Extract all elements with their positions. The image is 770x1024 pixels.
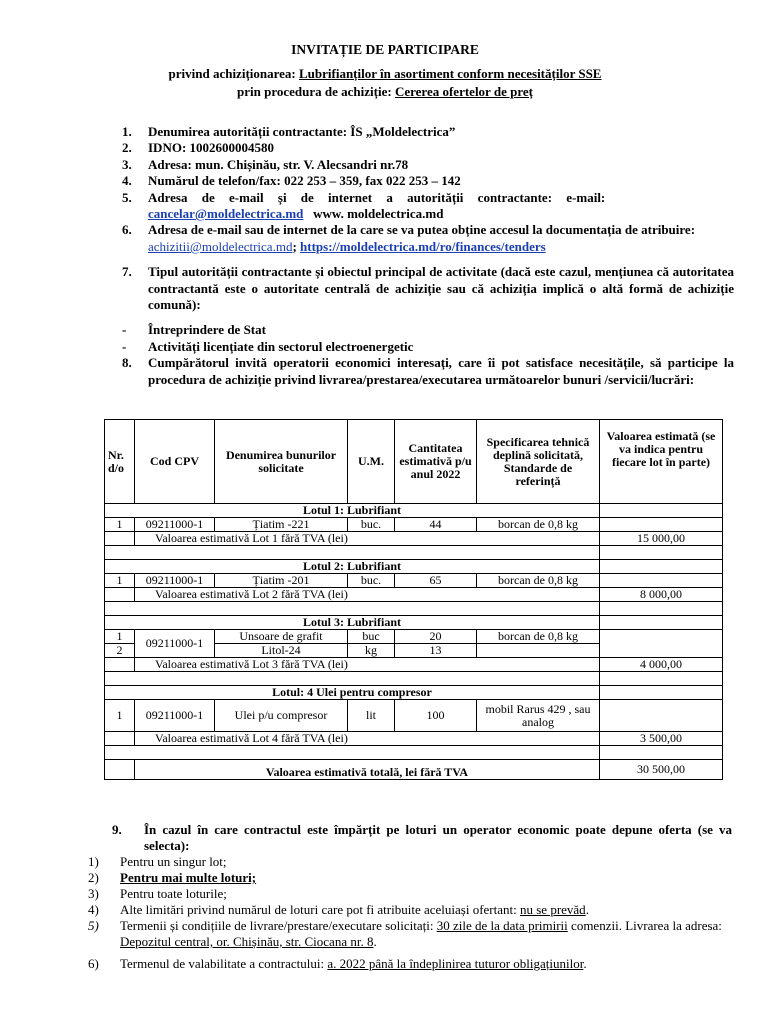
lot-total-row xyxy=(105,658,723,672)
cell-nr: 1 xyxy=(105,630,135,644)
table-row xyxy=(105,574,723,588)
cell-qty: 44 xyxy=(395,518,477,532)
lot-total-row xyxy=(105,732,723,746)
lot-total-row xyxy=(105,588,723,602)
item-text: Adresa de e-mail și de internet a autorității contractante: e-mail: xyxy=(148,189,606,205)
item-number: 8. xyxy=(122,355,132,371)
spacer-row xyxy=(105,546,723,560)
cell-cpv: 09211000-1 xyxy=(135,700,215,732)
cell-name: Țiatim -221 xyxy=(215,518,348,532)
period: . xyxy=(585,902,589,917)
option-all-lots xyxy=(88,886,732,902)
lot-total-value: 4 000,00 xyxy=(600,658,723,672)
info-item-4 xyxy=(112,173,734,189)
lot-total-label: Valoarea estimativă Lot 2 fără TVA (lei) xyxy=(135,588,600,602)
lot-total-value: 15 000,00 xyxy=(600,532,723,546)
lots-table xyxy=(104,419,723,780)
header-um: U.M. xyxy=(348,420,395,504)
cell-nr: 1 xyxy=(105,574,135,588)
lot-total-row xyxy=(105,532,723,546)
cell-cpv: 09211000-1 xyxy=(135,630,215,658)
lots-submission-section xyxy=(88,822,732,972)
grand-total-value: 30 500,00 xyxy=(600,760,723,780)
activity-item-2 xyxy=(112,339,734,355)
cell-name: Litol-24 xyxy=(215,644,348,658)
cell-qty: 20 xyxy=(395,630,477,644)
cell-spec: mobil Rarus 429 , sau analog xyxy=(477,700,600,732)
item-text: IDNO: 1002600004580 xyxy=(148,140,275,156)
cell-cpv: 09211000-1 xyxy=(135,518,215,532)
lot-title-row xyxy=(105,504,723,518)
lot-total-value: 8 000,00 xyxy=(600,588,723,602)
activity-item-1 xyxy=(112,322,734,338)
info-item-1 xyxy=(112,124,734,140)
cell-name: Unsoare de grafit xyxy=(215,630,348,644)
cell-um: lit xyxy=(348,700,395,732)
item-number: 7. xyxy=(122,264,132,280)
lot-total-label: Valoarea estimativă Lot 3 fără TVA (lei) xyxy=(135,658,600,672)
cell-um: kg xyxy=(348,644,395,658)
info-item-5 xyxy=(112,190,734,223)
cell-um: buc xyxy=(348,630,395,644)
grand-total-label: Valoarea estimativă totală, lei fără TVA xyxy=(135,760,600,780)
subtitle-procedure-prefix: prin procedura de achiziție: xyxy=(237,84,395,99)
cell-name: Țiatim -201 xyxy=(215,574,348,588)
cell-nr: 1 xyxy=(105,518,135,532)
option-number: 4) xyxy=(88,902,99,917)
item-number: 5. xyxy=(122,189,132,205)
document-title: INVITAȚIE DE PARTICIPARE xyxy=(291,42,479,57)
option-text: Pentru toate loturile; xyxy=(120,886,227,901)
item-number: 9. xyxy=(112,822,122,837)
cell-qty: 65 xyxy=(395,574,477,588)
cell-spec: borcan de 0,8 kg xyxy=(477,630,600,644)
docs-email-link[interactable]: achizitii@moldelectrica.md xyxy=(148,238,293,254)
option-text: Termenul de valabilitate a contractului: xyxy=(120,956,328,971)
table-header-row xyxy=(105,420,723,504)
item-number: 1. xyxy=(122,124,132,139)
dash-mark: - xyxy=(122,322,127,338)
item-text: Tipul autorității contractante și obiectul principal de activitate (dacă este cazul, mențiunea că autoritatea contractantă este o autoritate centrală de achiziție sau că achiziția implică o altă formă de achiziție comună): xyxy=(148,264,734,313)
option-single-lot xyxy=(88,854,732,870)
cell-spec: borcan de 0,8 kg xyxy=(477,518,600,532)
item-text: Cumpărătorul invită operatorii economici interesați, care îi pot satisface necesitățile, să participe la procedura de achiziție privind livrarea/prestarea/executarea următoarelor bunuri /servicii/lucrări: xyxy=(148,355,734,387)
email-link[interactable]: cancelar@moldelectrica.md xyxy=(148,206,304,222)
item-text: Activități licențiate din sectorul electroenergetic xyxy=(148,338,414,354)
procurement-object: Lubrifianților în asortiment conform necesităților SSE xyxy=(299,66,602,81)
spacer-row xyxy=(105,746,723,760)
info-item-9 xyxy=(112,822,732,854)
item-text: Denumirea autorității contractante: ÎS „Moldelectrica” xyxy=(148,124,456,139)
cell-nr: 2 xyxy=(105,644,135,658)
cell-name: Ulei p/u compresor xyxy=(215,700,348,732)
cell-qty: 13 xyxy=(395,644,477,658)
table-row xyxy=(105,518,723,532)
website-text: www. moldelectrica.md xyxy=(313,206,444,222)
item-text: În cazul în care contractul este împărțit pe loturi un operator economic poate depune oferta (se va selecta): xyxy=(144,822,732,853)
procurement-procedure: Cererea ofertelor de preț xyxy=(394,84,533,99)
option-text: Alte limitări privind numărul de loturi care pot fi atribuite aceluiași ofertant: xyxy=(120,902,520,917)
header-name: Denumirea bunurilor solicitate xyxy=(215,420,348,504)
table-row xyxy=(105,630,723,644)
item-number: 6. xyxy=(122,222,132,238)
delivery-term-value: 30 zile de la data primirii xyxy=(436,918,568,933)
lot-title-row xyxy=(105,686,723,700)
option-number: 6) xyxy=(88,956,99,971)
lot-title-row xyxy=(105,616,723,630)
validity-value: a. 2022 până la îndeplinirea tuturor obligațiunilor xyxy=(327,956,584,971)
option-text: Pentru un singur lot; xyxy=(120,854,227,869)
lot-4-title: Lotul: 4 Ulei pentru compresor xyxy=(105,686,600,700)
delivery-address: Depozitul central, or. Chișinău, str. Ciocana nr. 8 xyxy=(120,934,374,949)
grand-total-row xyxy=(105,760,723,780)
cell-um: buc. xyxy=(348,574,395,588)
option-text: Termenii și condițiile de livrare/prestare/executare solicitați: xyxy=(120,918,437,933)
item-number: 4. xyxy=(122,173,132,189)
cell-qty: 100 xyxy=(395,700,477,732)
cell-um: buc. xyxy=(348,518,395,532)
separator: ; xyxy=(292,238,297,254)
lot-total-label: Valoarea estimativă Lot 4 fără TVA (lei) xyxy=(135,732,600,746)
item-text: Adresa de e-mail sau de internet de la care se va putea obține accesul la documentația de atribuire: xyxy=(148,222,696,238)
cell-cpv: 09211000-1 xyxy=(135,574,215,588)
table-row xyxy=(105,700,723,732)
subtitle-object xyxy=(0,66,770,82)
period: . xyxy=(373,934,377,949)
option-number: 3) xyxy=(88,886,99,901)
info-item-6 xyxy=(112,222,734,255)
header-nr: Nr. d/o xyxy=(105,420,135,504)
lot-1-title: Lotul 1: Lubrifiant xyxy=(105,504,600,518)
option-text: comenzii. Livrarea la adresa: xyxy=(567,918,722,933)
option-delivery-terms xyxy=(88,918,732,950)
info-item-3 xyxy=(112,157,734,173)
lot-3-title: Lotul 3: Lubrifiant xyxy=(105,616,600,630)
option-other-limits xyxy=(88,902,732,918)
option-text-selected: Pentru mai multe loturi; xyxy=(120,870,257,885)
lot-2-title: Lotul 2: Lubrifiant xyxy=(105,560,600,574)
item-text: Întreprindere de Stat xyxy=(148,322,266,338)
info-item-2 xyxy=(112,140,734,156)
option-value: nu se prevăd xyxy=(519,902,586,917)
tenders-url-link[interactable]: https://moldelectrica.md/ro/finances/tenders xyxy=(300,238,546,254)
header-cpv: Cod CPV xyxy=(135,420,215,504)
item-number: 2. xyxy=(122,140,132,156)
item-number: 3. xyxy=(122,156,132,172)
header-value: Valoarea estimată (se va indica pentru fiecare lot în parte) xyxy=(600,420,723,504)
period: . xyxy=(583,956,587,971)
option-multiple-lots xyxy=(88,870,732,886)
header-spec: Specificarea tehnică deplină solicitată, Standarde de referință xyxy=(477,420,600,504)
header-qty: Cantitatea estimativă p/u anul 2022 xyxy=(395,420,477,504)
option-number: 2) xyxy=(88,870,99,885)
dash-mark: - xyxy=(122,338,127,354)
info-item-8 xyxy=(112,355,734,388)
option-number: 5) xyxy=(88,918,99,933)
option-validity xyxy=(88,956,732,972)
subtitle-procedure xyxy=(0,84,770,100)
cell-spec: borcan de 0,8 kg xyxy=(477,574,600,588)
info-item-7 xyxy=(112,264,734,313)
info-list xyxy=(112,124,734,388)
option-number: 1) xyxy=(88,854,99,869)
item-text: Adresa: mun. Chișinău, str. V. Alecsandri nr.78 xyxy=(148,156,409,172)
item-text: Numărul de telefon/fax: 022 253 – 359, fax 022 253 – 142 xyxy=(148,173,461,189)
spacer-row xyxy=(105,672,723,686)
spacer-row xyxy=(105,602,723,616)
lot-title-row xyxy=(105,560,723,574)
lot-total-label: Valoarea estimativă Lot 1 fără TVA (lei) xyxy=(135,532,600,546)
cell-nr: 1 xyxy=(105,700,135,732)
lot-total-value: 3 500,00 xyxy=(600,732,723,746)
subtitle-object-prefix: privind achiziționarea: xyxy=(168,66,299,81)
